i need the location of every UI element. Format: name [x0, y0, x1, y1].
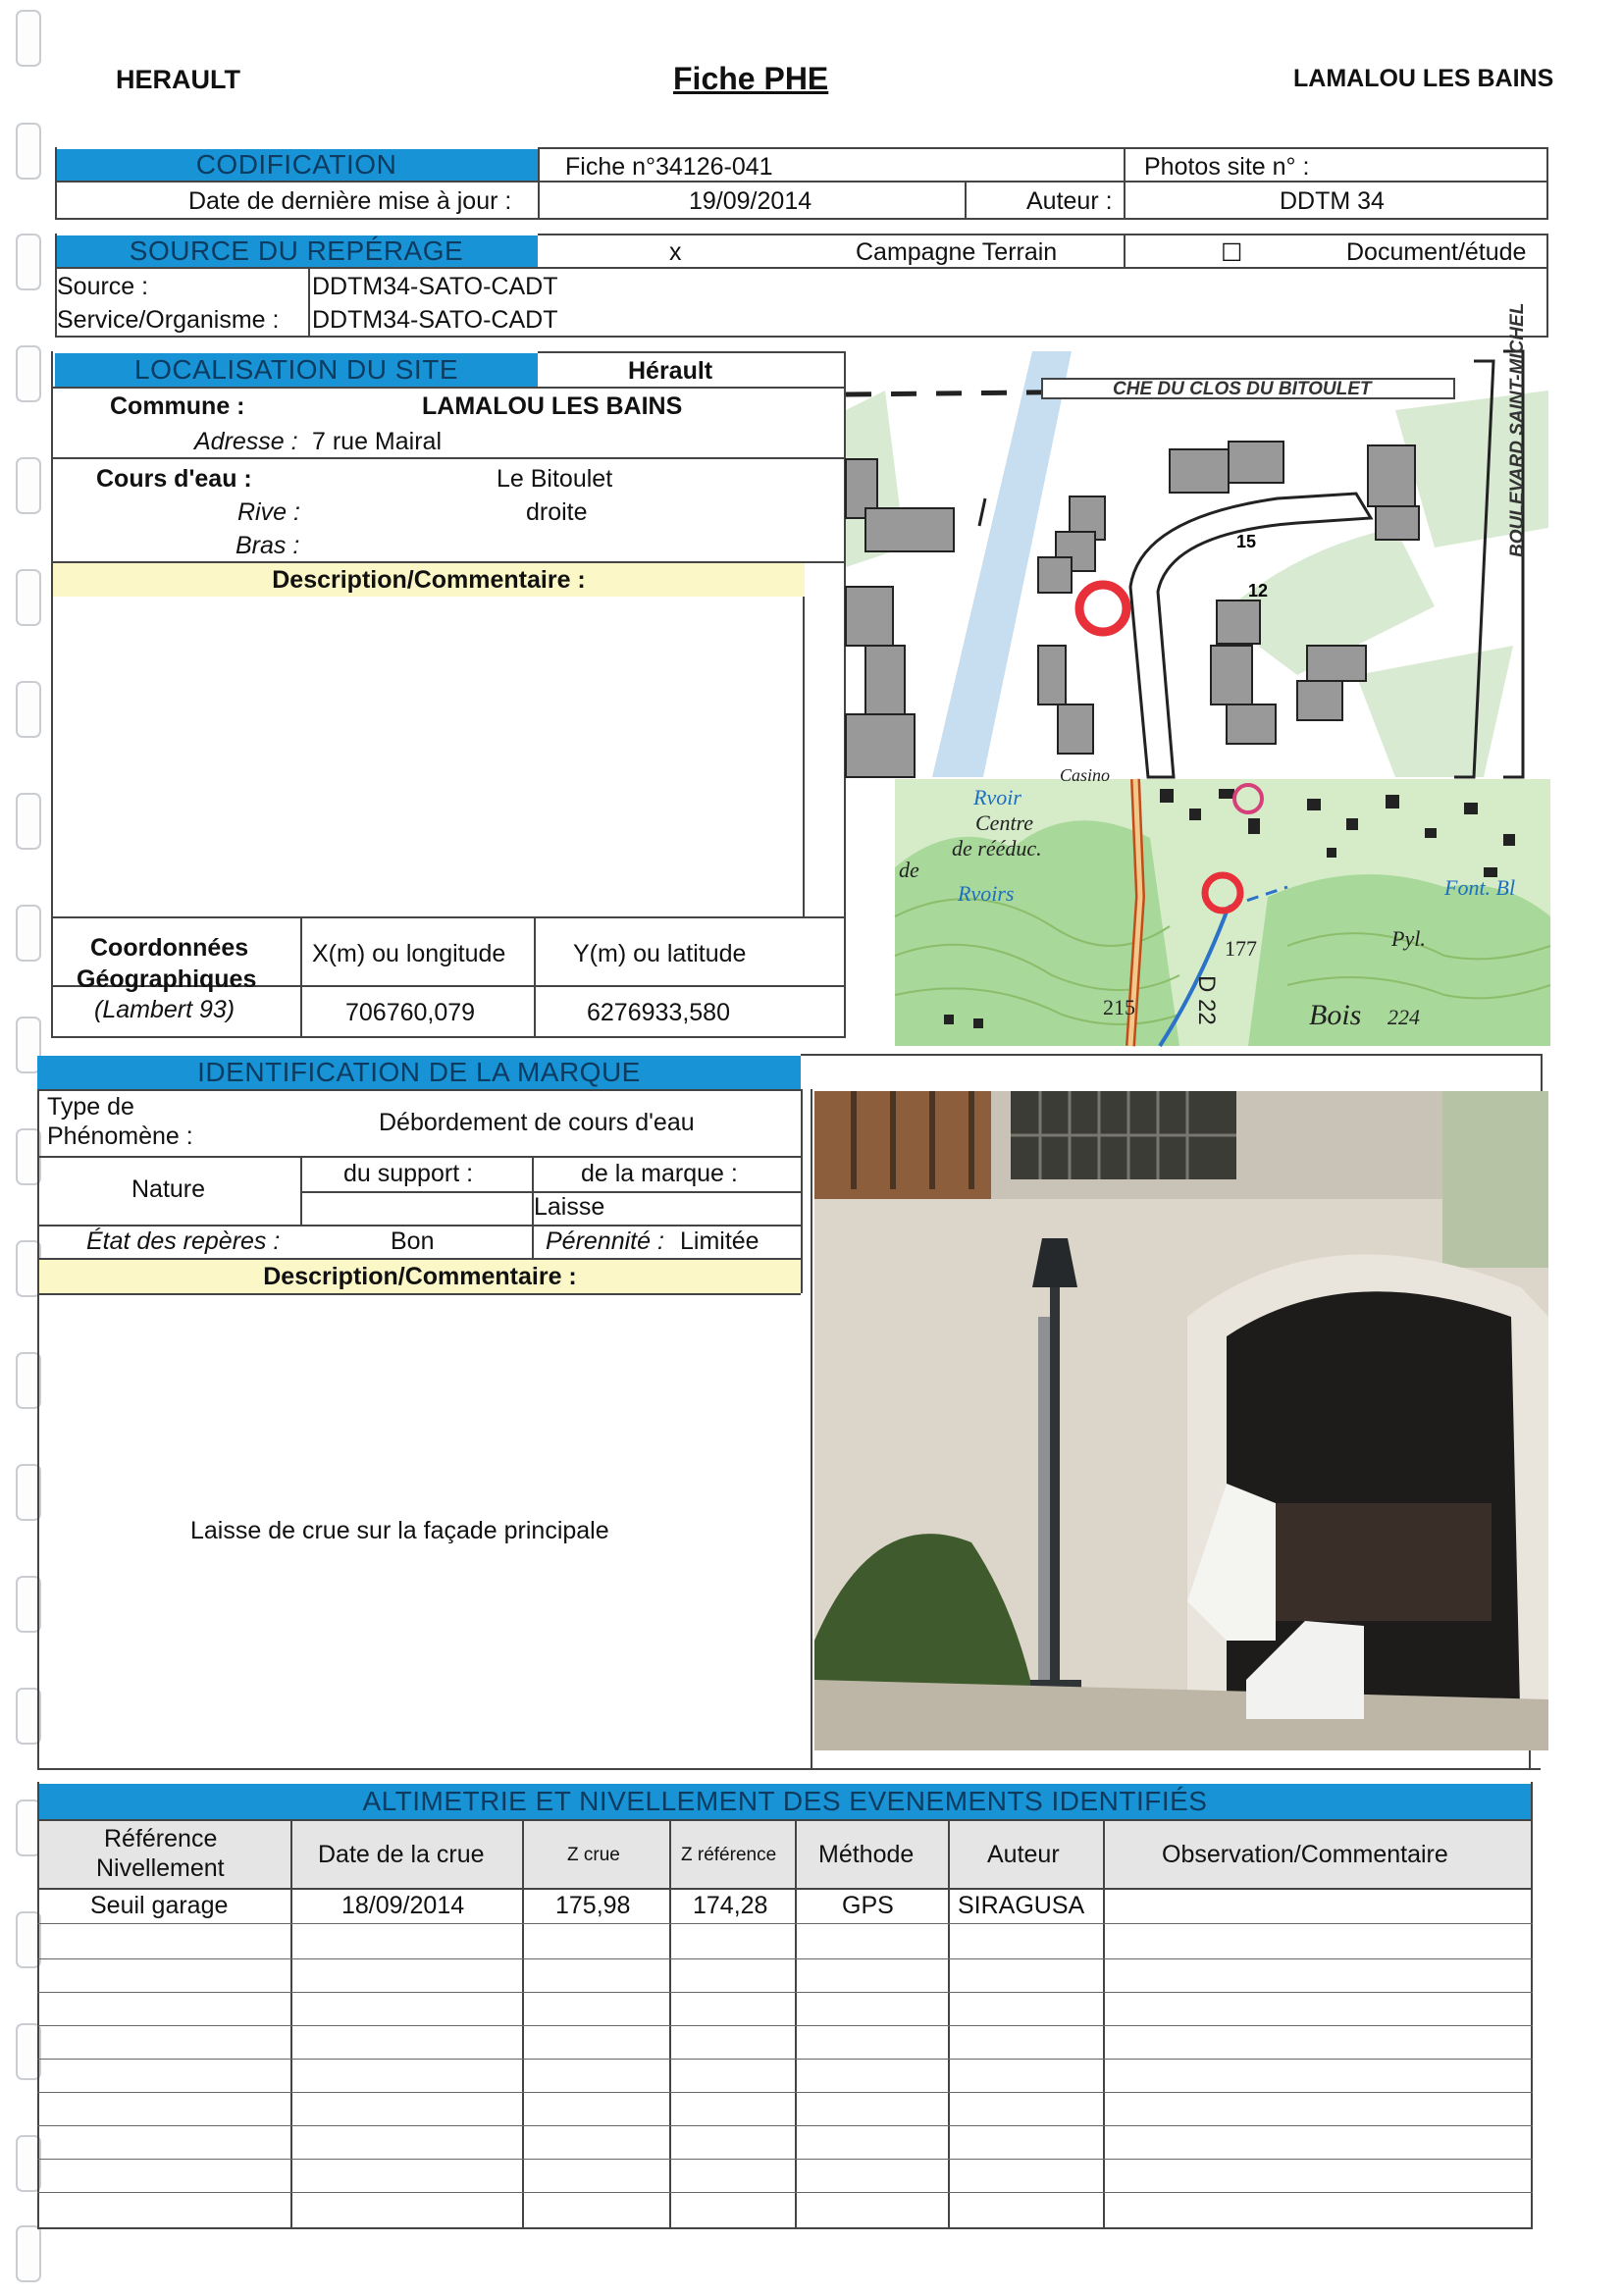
topo-bois: Bois: [1309, 999, 1362, 1031]
col-auteur: Auteur: [987, 1841, 1060, 1868]
topo-rvoir: Rvoir: [973, 785, 1021, 809]
cell-reference: Seuil garage: [90, 1892, 229, 1919]
photos-site: Photos site n° :: [1144, 153, 1310, 181]
identification-description-label: Description/Commentaire :: [39, 1260, 801, 1293]
date-label: Date de dernière mise à jour :: [188, 187, 512, 215]
fiche-number: Fiche n°34126-041: [565, 153, 773, 181]
commune-label: Commune :: [110, 392, 245, 420]
topo-casino: Casino: [1060, 765, 1111, 785]
cell-date: 18/09/2014: [341, 1892, 465, 1919]
col-date: Date de la crue: [318, 1841, 485, 1868]
marque-label: de la marque :: [581, 1160, 738, 1187]
topo-pyl: Pyl.: [1391, 926, 1426, 951]
topo-rvoirs: Rvoirs: [958, 881, 1015, 906]
date-value: 19/09/2014: [689, 187, 812, 215]
perennite-label: Pérennité :: [546, 1227, 664, 1255]
type-value: Débordement de cours d'eau: [379, 1109, 695, 1136]
departement-value: Hérault: [628, 357, 713, 385]
document-checkbox: ☐: [1221, 239, 1243, 267]
auteur-value: DDTM 34: [1280, 187, 1385, 215]
identification-title: IDENTIFICATION DE LA MARQUE: [37, 1056, 801, 1089]
codification-title: CODIFICATION: [55, 149, 538, 181]
cadastre-map-drawing: [846, 302, 1548, 777]
topo-font: Font. Bl: [1444, 875, 1516, 900]
cours-eau-value: Le Bitoulet: [497, 465, 613, 493]
altimetrie-title: ALTIMETRIE ET NIVELLEMENT DES EVENEMENTS IDENTIFIÉS: [39, 1784, 1531, 1819]
cell-methode: GPS: [842, 1892, 894, 1919]
adresse-value: 7 rue Mairal: [312, 428, 442, 455]
number-12: 12: [1248, 581, 1269, 600]
cell-z-reference: 174,28: [693, 1892, 768, 1919]
header-commune: LAMALOU LES BAINS: [1293, 65, 1554, 92]
street-label: CHE DU CLOS DU BITOULET: [1113, 379, 1372, 399]
service-value: DDTM34-SATO-CADT: [312, 306, 558, 334]
support-label: du support :: [343, 1160, 474, 1187]
header-department: HERAULT: [116, 65, 240, 94]
topo-centre: Centre: [975, 810, 1034, 835]
type-label-1: Type de: [47, 1093, 134, 1121]
type-label-2: Phénomène :: [47, 1122, 193, 1150]
coord-label-1: Coordonnées: [90, 934, 249, 962]
nature-label: Nature: [131, 1175, 206, 1203]
cell-auteur: SIRAGUSA: [958, 1892, 1085, 1919]
coord-label-3: (Lambert 93): [94, 996, 236, 1023]
source-label: Source :: [57, 273, 149, 300]
x-value: 706760,079: [345, 999, 476, 1026]
page-title: Fiche PHE: [673, 61, 829, 96]
col-reference-line2: Nivellement: [96, 1854, 225, 1882]
number-15: 15: [1236, 532, 1257, 551]
col-z-crue: Z crue: [567, 1845, 620, 1865]
service-label: Service/Organisme :: [57, 306, 280, 334]
localisation-description-label: Description/Commentaire :: [53, 563, 805, 597]
rive-label: Rive :: [237, 498, 300, 526]
topo-177: 177: [1225, 936, 1257, 961]
x-label: X(m) ou longitude: [312, 940, 506, 967]
topo-de: de: [899, 858, 919, 882]
etat-label: État des repères :: [86, 1227, 281, 1255]
auteur-label: Auteur :: [1026, 187, 1113, 215]
perennite-value: Limitée: [680, 1227, 759, 1255]
source-title: SOURCE DU REPÉRAGE: [55, 235, 538, 267]
boulevard-label: BOULEVARD SAINT-MICHEL: [1507, 302, 1528, 557]
col-reference-line1: Référence: [104, 1825, 218, 1852]
terrain-mark: x: [669, 238, 682, 266]
topo-224: 224: [1387, 1005, 1420, 1029]
marque-value: Laisse: [534, 1193, 605, 1221]
site-photo-drawing: [814, 1091, 1548, 1750]
topo-215: 215: [1103, 995, 1135, 1019]
campagne-terrain: Campagne Terrain: [856, 238, 1058, 266]
y-label: Y(m) ou latitude: [573, 940, 747, 967]
bras-label: Bras :: [236, 532, 300, 559]
col-methode: Méthode: [818, 1841, 915, 1868]
site-photo: [814, 1091, 1548, 1750]
identification-description-value: Laisse de crue sur la façade principale: [190, 1517, 609, 1544]
cours-eau-label: Cours d'eau :: [96, 465, 252, 493]
topo-d22: D 22: [1193, 975, 1220, 1025]
col-observation: Observation/Commentaire: [1162, 1841, 1448, 1868]
source-value: DDTM34-SATO-CADT: [312, 273, 558, 300]
col-z-reference: Z référence: [681, 1845, 777, 1865]
adresse-label: Adresse :: [194, 428, 298, 455]
topographic-map: [895, 765, 1550, 1046]
etat-value: Bon: [391, 1227, 435, 1255]
coord-label-2: Géographiques: [77, 965, 257, 993]
topo-map-drawing: [895, 765, 1550, 1046]
topo-reeduc: de rééduc.: [952, 836, 1042, 861]
cadastre-map: [846, 302, 1548, 777]
commune-value: LAMALOU LES BAINS: [422, 392, 683, 420]
document-etude: Document/étude: [1346, 238, 1527, 266]
cell-z-crue: 175,98: [555, 1892, 631, 1919]
localisation-title: LOCALISATION DU SITE: [55, 353, 538, 387]
y-value: 6276933,580: [587, 999, 730, 1026]
rive-value: droite: [526, 498, 588, 526]
